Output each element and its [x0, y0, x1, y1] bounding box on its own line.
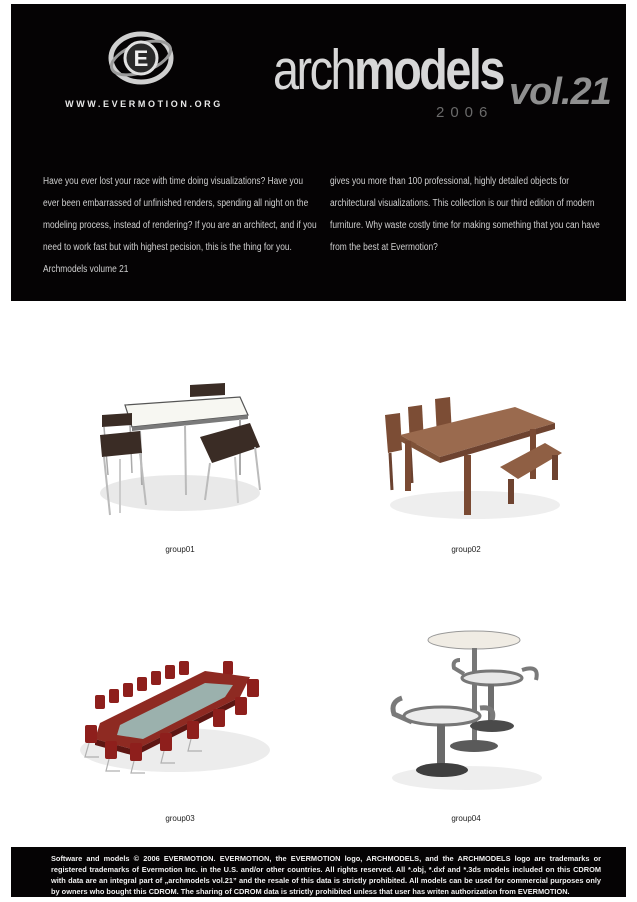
website-url: WWW.EVERMOTION.ORG — [65, 99, 223, 109]
copyright-footer — [11, 847, 626, 897]
group03-caption: group03 — [165, 814, 195, 823]
group01-caption: group01 — [165, 545, 195, 554]
group02-image — [380, 395, 565, 525]
group04-caption: group04 — [451, 814, 481, 823]
svg-text:E: E — [133, 46, 149, 71]
intro-text-left: Have you ever lost your race with time doing visualizations? Have you ever been embarrassed of unfinished renders, spending all night on the modeling process, instead of rendering? If you are an architect, and if you need to work fast but with highest pecision, this is the thing for you. Archmodels volume 21 — [43, 176, 317, 275]
title-light: arch — [273, 38, 355, 102]
intro-text-right: gives you more than 100 professional, highly detailed objects for architectural visualizations. This collection is our third edition of modern furniture. Why waste costly time for making something that you can have from the best at Evermotion? — [330, 176, 600, 253]
group02-caption: group02 — [451, 545, 481, 554]
copyright-text: Software and models © 2006 EVERMOTION. EVERMOTION, the EVERMOTION logo, ARCHMODELS, and the ARCHMODELS logo are trademarks or registered trademarks of Evermotion Inc. in the U.S. and/or other countries. All rights reserved. All *.obj, *.dxf and *.3ds models included on this CDROM with data are an integral part of „archmodels vol.21” and the resale of this data is strictly prohibited. All models can be used for commercial purposes only by owners who bought this CDROM. The sharing of CDROM data is strictly prohibited unless that user has writen authorization from EVERMOTION. — [51, 854, 601, 896]
title-bold: models — [354, 38, 503, 102]
volume-label: vol.21 — [509, 71, 611, 113]
group01-image — [90, 375, 270, 525]
group03-image — [75, 655, 270, 780]
group04-image — [382, 628, 552, 793]
cover-header — [11, 4, 626, 301]
product-title — [273, 38, 503, 102]
evermotion-logo-icon — [107, 24, 175, 92]
year-label: 2006 — [436, 104, 494, 121]
